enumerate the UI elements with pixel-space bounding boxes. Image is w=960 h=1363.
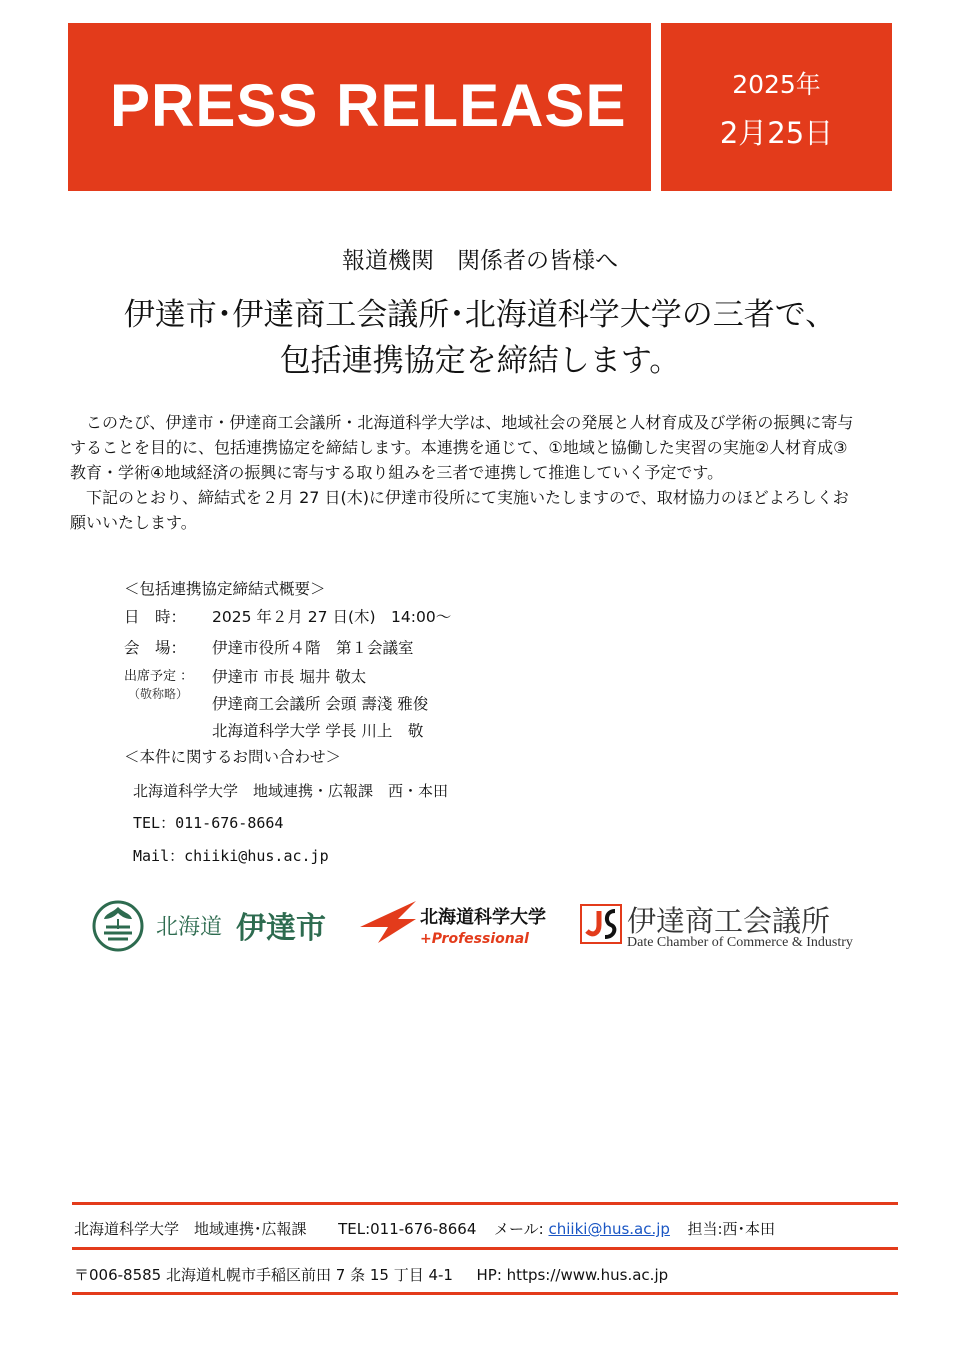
hus-logo (358, 897, 546, 951)
footer-rule-bottom (72, 1292, 898, 1295)
release-date-box (661, 23, 892, 191)
overview-venue-value: 伊達市役所４階 第１会議室 (212, 639, 414, 657)
partner-logos (0, 895, 960, 965)
overview-attendee-row-2 (124, 692, 429, 713)
hus-logo-tagline: +Professional (420, 931, 529, 947)
attendee-3: 北海道科学大学 学長 川上 敬 (212, 722, 424, 740)
footer-rule-middle (72, 1247, 898, 1250)
attendees-note: （敬称略） (128, 687, 189, 701)
footer-tel: TEL:011-676-8664 (338, 1220, 477, 1238)
body-text (70, 410, 860, 535)
date-city-prefix: 北海道 (156, 914, 223, 940)
headline-line-1: 伊達市･伊達商工会議所･北海道科学大学の三者で、 (123, 297, 837, 333)
attendee-1: 伊達市 市長 堀井 敬太 (212, 668, 367, 686)
overview-venue-row (124, 636, 414, 658)
overview-date-row (124, 605, 452, 627)
footer-contact-person: 担当:西･本田 (687, 1220, 776, 1238)
overview-attendees-row (124, 665, 367, 686)
ceremony-overview (124, 575, 452, 766)
headline (0, 292, 960, 384)
overview-venue-label: 会 場： (124, 639, 187, 657)
footer-contact-line (74, 1218, 775, 1239)
hus-wing-icon (358, 897, 418, 947)
date-city-logo (92, 895, 326, 955)
press-release-title: PRESS RELEASE (110, 72, 627, 139)
overview-attendees-label: 出席予定 ： (124, 669, 194, 684)
press-release-banner (68, 23, 651, 191)
attendee-2: 伊達商工会議所 会頭 壽淺 雅俊 (212, 695, 429, 713)
overview-attendee-row-3 (124, 719, 424, 740)
footer-rule-top (72, 1202, 898, 1205)
chamber-mark-icon (579, 897, 623, 947)
overview-date-label: 日 時： (124, 608, 187, 626)
body-paragraph-1: このたび、伊達市・伊達商工会議所・北海道科学大学は、地域社会の発展と人材育成及び学術の振興に寄与することを目的に、包括連携協定を締結します。本連携を通じて、①地域と協働した実習の実施②人材育成③教育・学術④地域経済の振興に寄与する取り組みを三者で連携して推進していく予定です。 (70, 413, 854, 482)
footer-address: 〒006-8585 北海道札幌市手稲区前田 7 条 15 丁目 4-1 (74, 1266, 453, 1284)
hus-logo-name: 北海道科学大学 (420, 907, 546, 928)
headline-line-2: 包括連携協定を締結します。 (279, 343, 681, 379)
inquiry-mail: Mail：chiiki@hus.ac.jp (133, 847, 329, 865)
inquiry-department: 北海道科学大学 地域連携・広報課 西・本田 (133, 782, 449, 800)
date-city-name: 伊達市 (236, 911, 327, 946)
chamber-logo (579, 897, 853, 951)
footer-address-line (74, 1264, 668, 1285)
footer-mail-link[interactable]: chiiki@hus.ac.jp (548, 1220, 670, 1238)
chamber-logo-name: 伊達商工会議所 (627, 904, 831, 938)
chamber-logo-english: Date Chamber of Commerce & Industry (627, 935, 853, 950)
inquiry-tel: TEL：011-676-8664 (133, 814, 284, 832)
date-city-emblem-icon (92, 895, 144, 955)
footer-mail-label: メール: (493, 1220, 544, 1238)
footer-org: 北海道科学大学 地域連携･広報課 (74, 1220, 307, 1238)
release-date-year: 2025年 (732, 70, 821, 99)
release-date-day: 2月25日 (719, 116, 834, 150)
inquiry-heading: ＜本件に関するお問い合わせ＞ (124, 748, 342, 766)
overview-heading: ＜包括連携協定締結式概要＞ (124, 580, 326, 598)
overview-date-value: 2025 年２月 27 日(木) 14:00～ (212, 608, 452, 626)
recipients-line: 報道機関 関係者の皆様へ (342, 248, 618, 274)
body-paragraph-2: 下記のとおり、締結式を２月 27 日(木)に伊達市役所にて実施いたしますので、取材協力のほどよろしくお願いいたします。 (70, 488, 849, 532)
footer-homepage[interactable]: HP: https://www.hus.ac.jp (476, 1266, 669, 1284)
